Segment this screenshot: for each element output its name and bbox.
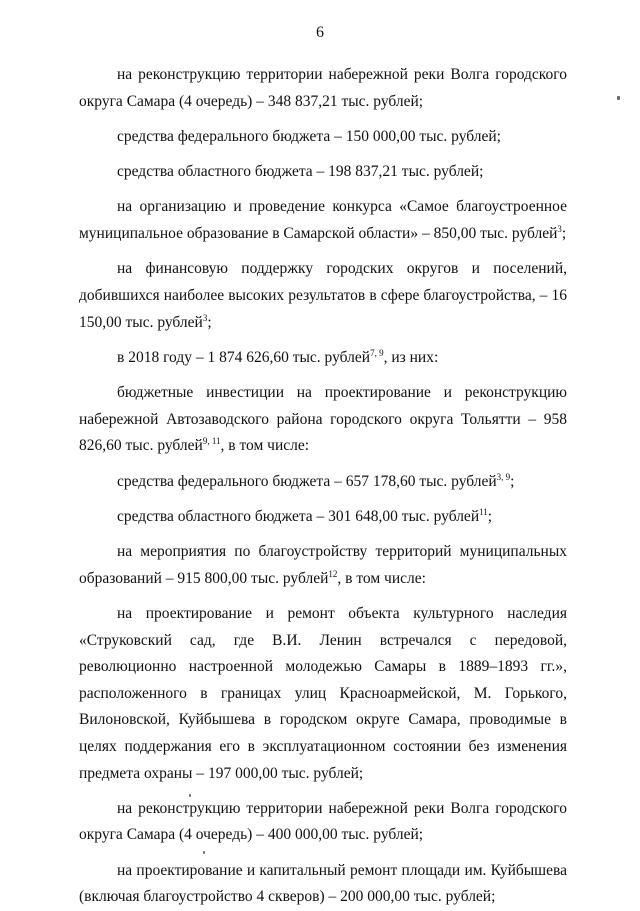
paragraph [79,796,567,849]
paragraph-text: на финансовую поддержку городских округов и поселений, добившихся наиболее высоких результатов в сфере благоустройства, – 16 150,00 тыс. рублей [79,260,567,331]
paragraph-text: на проектирование и ремонт объекта культурного наследия «Струковский сад, где В.И. Ленин встречался с передовой, революционно настроенной молодежью Самары в 1889–1893 гг.», расположенного в границах улиц Красноармейской, М. Горького, Вилоновской, Куйбышева в городском округе Самара, проводимые в целях поддержания его в эксплуатационном состоянии без изменения предмета охраны – 197 000,00 тыс. рублей; [79,604,567,782]
paragraph-text: на организацию и проведение конкурса «Самое благоустроенное муниципальное образование в Самарской области» – 850,00 тыс. рублей [79,198,567,243]
paragraph [79,539,567,592]
paragraph [79,601,567,787]
paragraph-text: бюджетные инвестиции на проектирование и реконструкцию набережной Автозаводского района городского округа Тольятти – 958 826,60 тыс. рублей [79,384,567,455]
paragraph [79,159,567,186]
paragraph-text: средства областного бюджета – 301 648,00 тыс. рублей [117,507,480,525]
paragraph-text: на мероприятия по благоустройству территорий муниципальных образований – 915 800,00 тыс. рублей [79,543,567,587]
paragraph [79,256,567,336]
paragraph-text: , в том числе: [220,437,310,455]
paragraph [79,469,567,496]
paragraph [79,504,567,531]
paragraph-text: на реконструкцию территории набережной реки Волга городского округа Самара (4 очередь) – 400 000,00 тыс. рублей; [79,799,567,844]
paragraph-text: средства областного бюджета – 198 837,21 тыс. рублей; [117,163,484,181]
paragraph [79,345,567,372]
paragraph [79,858,567,911]
paragraph [79,62,567,115]
paragraph-text: , из них: [383,348,439,366]
paragraph [79,380,567,460]
paragraph-text: средства федерального бюджета – 150 000,00 тыс. рублей; [117,127,501,145]
paragraph-text: ; [561,225,567,243]
paragraph-text: на реконструкцию территории набережной реки Волга городского округа Самара (4 очередь) – 348 837,21 тыс. рублей; [79,66,567,110]
paragraph-text: средства федерального бюджета – 657 178,60 тыс. рублей [117,472,497,490]
scan-artifact [617,96,620,100]
paragraph [79,194,567,247]
paragraph-text: ; [207,313,212,331]
paragraph-text: ; [510,472,515,490]
footnote-ref: 11 [479,506,488,517]
paragraph-text: , в том числе: [337,569,426,587]
footnote-ref: 3 [202,312,208,323]
footnote-ref: 3, 9 [496,471,511,482]
footnote-ref: 12 [328,568,338,579]
footnote-ref: 3 [557,224,562,235]
paragraph [79,124,567,151]
page-number: 6 [316,24,324,41]
document-body [79,62,567,911]
paragraph-text: в 2018 году – 1 874 626,60 тыс. рублей [117,348,371,366]
scan-artifact [203,851,205,854]
footnote-ref: 9, 11 [202,436,221,447]
scan-artifact [189,794,191,797]
footnote-ref: 7, 9 [370,347,384,358]
paragraph-text: на проектирование и капитальный ремонт площади им. Куйбышева (включая благоустройство 4 скверов) – 200 000,00 тыс. рублей; [79,861,567,906]
paragraph-text: ; [487,507,493,525]
